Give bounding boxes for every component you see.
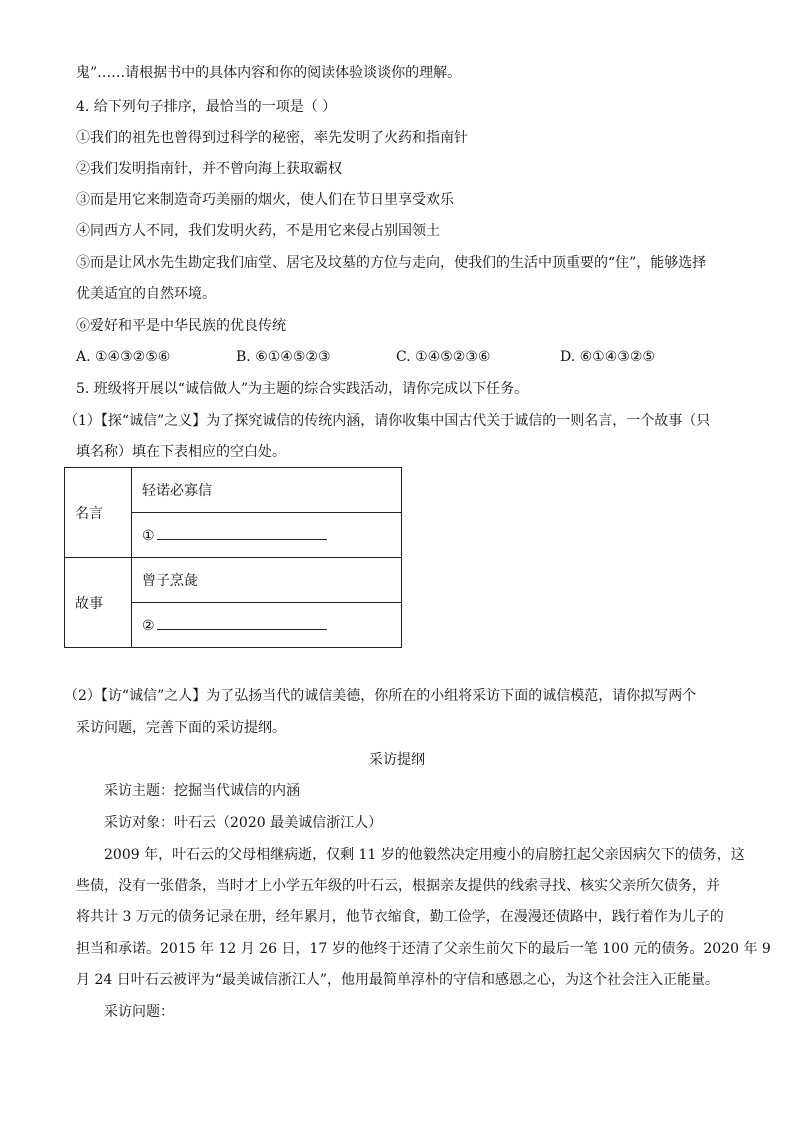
saying-answer-line[interactable] [157,527,327,540]
part-2-line-1: （2）【访“诚信”之人】为了弘扬当代的诚信美德，你所在的小组将采访下面的诚信模范，请你拟写两个 [64,688,697,704]
saying-blank-marker: ① [142,527,155,544]
option-a: A. ①④③②⑤⑥ [76,349,171,365]
profile-line-2: 些债，没有一张借条，当时才上小学五年级的叶石云，根据亲友提供的线索寻找、核实父亲所欠债务，并 [76,878,720,894]
profile-line-5: 月 24 日叶石云被评为“最美诚信浙江人”，他用最简单淳朴的守信和感恩之心，为这个社会注入正能量。 [76,972,720,988]
sentence-5-line-2: 优美适宜的自然环境。 [76,286,216,302]
sentence-1: ①我们的祖先也曾得到过科学的秘密，率先发明了火药和指南针 [76,130,468,146]
sentence-4: ④同西方人不同，我们发明火药，不是用它来侵占别国领土 [76,223,440,239]
interview-questions-label: 采访问题： [104,1004,174,1020]
sentence-3: ③而是用它来制造奇巧美丽的烟火，使人们在节日里享受欢乐 [76,192,454,208]
option-b: B. ⑥①④⑤②③ [236,349,331,365]
part-2-line-2: 采访问题，完善下面的采访提纲。 [76,720,286,736]
profile-line-3: 将共计 3 万元的债务记录在册，经年累月，他节衣缩食，勤工俭学，在漫漫还债路中，践行着作为儿子的 [76,909,724,925]
honesty-table [64,467,402,648]
question-5-stem: 5. 班级将开展以“诚信做人”为主题的综合实践活动，请你完成以下任务。 [76,381,529,397]
story-given: 曾子烹彘 [132,558,402,603]
sentence-2: ②我们发明指南针，并不曾向海上获取霸权 [76,161,342,177]
part-1-line-1: （1）【探“诚信”之义】为了探究诚信的传统内涵，请你收集中国古代关于诚信的一则名言，一个故事（只 [64,413,711,429]
question-4-stem: 4. 给下列句子排序，最恰当的一项是（ ） [76,99,337,115]
option-d: D. ⑥①④③②⑤ [560,349,655,365]
sentence-5-line-1: ⑤而是让风水先生勘定我们庙堂、居宅及坟墓的方位与走向，使我们的生活中顶重要的“住”，能够选择 [76,255,707,271]
profile-line-1: 2009 年，叶石云的父母相继病逝，仅剩 11 岁的他毅然决定用瘦小的肩膀扛起父亲因病欠下的债务，这 [104,847,745,863]
saying-label: 名言 [65,468,132,558]
sentence-6: ⑥爱好和平是中华民族的优良传统 [76,318,286,334]
interview-theme: 采访主题：挖掘当代诚信的内涵 [104,783,300,799]
option-c: C. ①④⑤②③⑥ [396,349,491,365]
part-1-line-2: 填名称）填在下表相应的空白处。 [76,444,286,460]
story-blank-cell[interactable] [132,603,402,648]
interview-target: 采访对象：叶石云（2020 最美诚信浙江人） [104,815,383,831]
question-3-tail: 鬼”……请根据书中的具体内容和你的阅读体验谈谈你的理解。 [76,65,462,81]
outline-title: 采访提纲 [369,752,425,768]
story-label: 故事 [65,558,132,648]
saying-given: 轻诺必寡信 [132,468,402,513]
story-answer-line[interactable] [157,617,327,630]
story-blank-marker: ② [142,617,155,634]
saying-blank-cell[interactable] [132,513,402,558]
profile-line-4: 担当和承诺。2015 年 12 月 26 日，17 岁的他终于还清了父亲生前欠下的最后一笔 100 元的债务。2020 年 9 [76,941,771,957]
